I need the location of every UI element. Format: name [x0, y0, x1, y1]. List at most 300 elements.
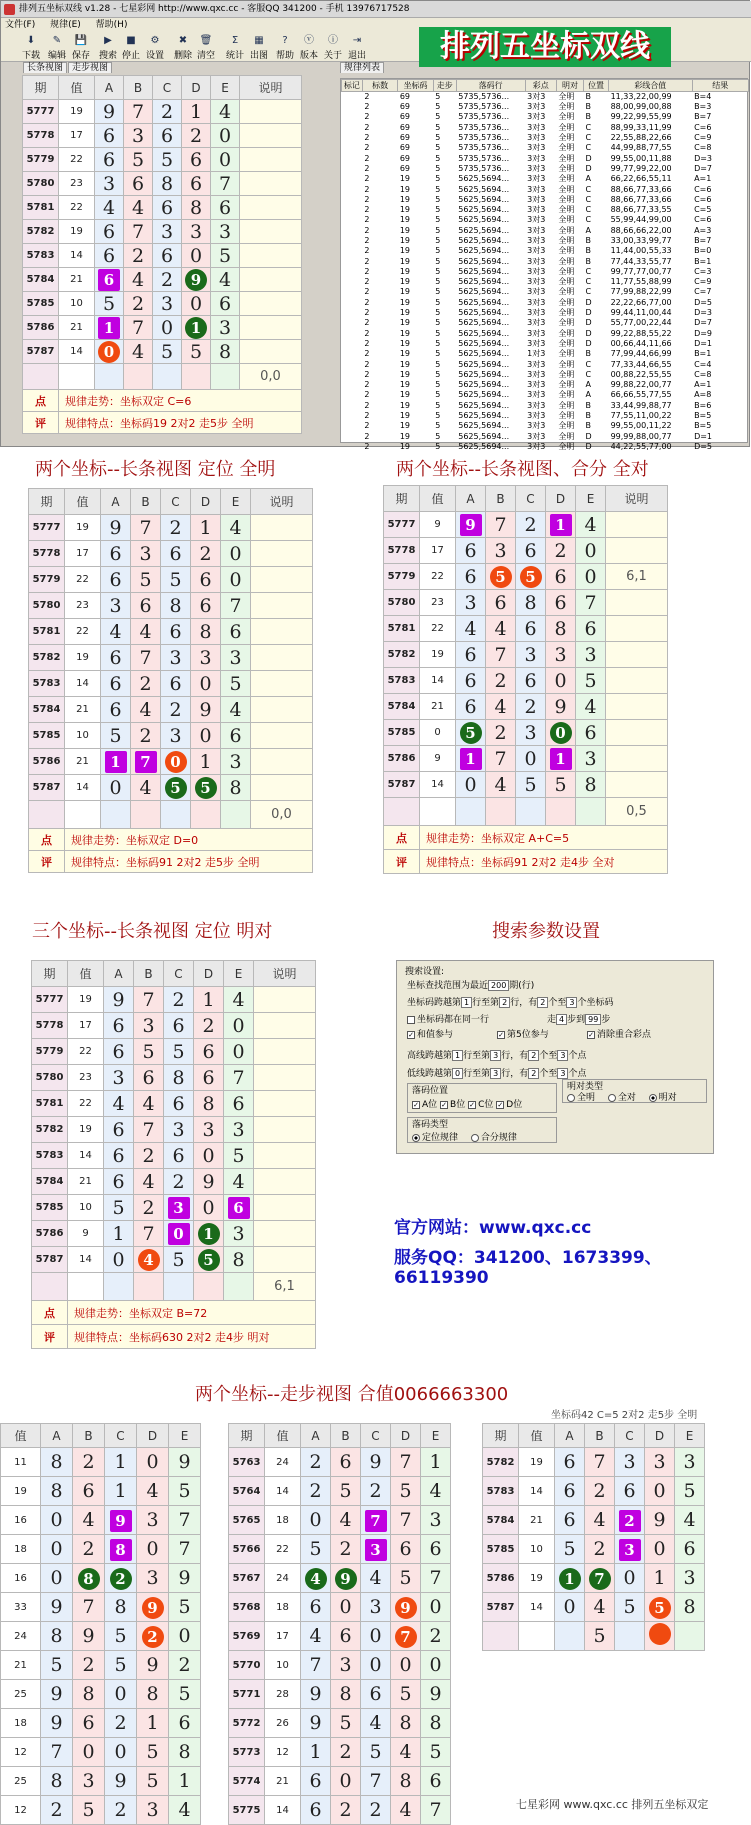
sum-cell: 24: [1, 1622, 41, 1651]
menu-help[interactable]: 帮助(H): [95, 20, 128, 30]
help-button[interactable]: [273, 34, 297, 60]
table-row[interactable]: [229, 1506, 451, 1535]
type-all-pair-radio[interactable]: [608, 1094, 616, 1102]
table-row[interactable]: [342, 143, 749, 153]
digit: 1: [98, 317, 120, 339]
table-row[interactable]: [229, 1477, 451, 1506]
fall-sum-radio[interactable]: [471, 1134, 479, 1142]
digit: 6: [172, 1092, 185, 1115]
digit: 9: [146, 1654, 159, 1676]
dedupe-checkbox[interactable]: ✓: [588, 1030, 594, 1039]
rule-cell: 2: [364, 359, 370, 369]
sum-cell: 22: [68, 1091, 104, 1117]
table-row[interactable]: [342, 308, 749, 318]
table-row[interactable]: [384, 772, 668, 798]
issue-cell: 5778: [29, 541, 65, 567]
walk-label: 走: [547, 1015, 557, 1025]
table-row[interactable]: [342, 432, 749, 442]
rule-cell: 69: [399, 112, 411, 122]
table-row[interactable]: [32, 1039, 316, 1065]
chart-button[interactable]: [247, 34, 271, 60]
digit: 6: [160, 244, 174, 267]
table-row[interactable]: [342, 349, 749, 359]
table-row[interactable]: [342, 442, 749, 452]
search-label: 搜索: [98, 51, 117, 61]
table-row[interactable]: [29, 567, 313, 593]
sum-cell: 21: [59, 316, 95, 340]
table-row[interactable]: [29, 697, 313, 723]
digit: 6: [109, 568, 122, 591]
digit: 2: [339, 1799, 352, 1821]
table-row[interactable]: [32, 1195, 316, 1221]
table-row[interactable]: [342, 153, 749, 163]
stop-button[interactable]: [119, 34, 143, 60]
table-row[interactable]: [229, 1680, 451, 1709]
table-row[interactable]: [229, 1767, 451, 1796]
digit-cell: [421, 1564, 451, 1593]
table-row[interactable]: [1, 1796, 201, 1825]
table-row[interactable]: [29, 515, 313, 541]
walk-mid-label: 步到: [567, 1015, 586, 1025]
table-row[interactable]: [342, 298, 749, 308]
digit: 5: [520, 566, 542, 588]
digit-cell: [169, 1738, 201, 1767]
span-from-input[interactable]: 1: [461, 997, 472, 1008]
digit: 8: [82, 1683, 95, 1705]
low-to-input[interactable]: 3: [490, 1068, 501, 1079]
pos-b-checkbox[interactable]: ✓: [441, 1100, 447, 1109]
download-button[interactable]: [19, 34, 43, 60]
table-row[interactable]: [29, 671, 313, 697]
high-to-input[interactable]: 3: [490, 1050, 501, 1061]
table-row[interactable]: [1, 1477, 201, 1506]
table-row[interactable]: [342, 236, 749, 246]
table-row[interactable]: [384, 694, 668, 720]
rule-cell: 99,88,22,00,77: [610, 380, 672, 390]
table-row[interactable]: [483, 1477, 705, 1506]
rule-cell: 5: [435, 246, 441, 256]
table-row[interactable]: [384, 642, 668, 668]
rule-cell: 2: [364, 133, 370, 143]
digit: 7: [494, 643, 507, 666]
menu-file[interactable]: 文件(F): [5, 20, 36, 30]
table-row[interactable]: [342, 92, 749, 103]
table-row[interactable]: [23, 124, 302, 148]
digit-cell: [576, 772, 606, 798]
digit-cell: [73, 1709, 105, 1738]
rule-col-header[interactable]: 走步: [433, 80, 456, 92]
table-row[interactable]: [32, 1169, 316, 1195]
digit: 3: [653, 1451, 666, 1473]
digit: 5: [399, 1683, 412, 1705]
digit-cell: [221, 749, 251, 775]
table-row[interactable]: [23, 148, 302, 172]
settings-button[interactable]: [143, 34, 167, 60]
table-row[interactable]: [229, 1535, 451, 1564]
table-row[interactable]: [342, 195, 749, 205]
rule-cell: [342, 123, 363, 133]
sum-checkbox[interactable]: ✓: [408, 1030, 414, 1039]
rule-col-header[interactable]: 位置: [584, 80, 609, 92]
table-row[interactable]: [342, 329, 749, 339]
fall-fixed-radio[interactable]: [412, 1134, 420, 1142]
clear-button[interactable]: [194, 34, 218, 60]
type-all-bright-radio[interactable]: [567, 1094, 575, 1102]
table-row[interactable]: [29, 775, 313, 801]
table-row[interactable]: [342, 226, 749, 236]
rule-cell: 5: [435, 163, 441, 173]
table-row[interactable]: [342, 318, 749, 328]
banner-title: 排列五坐标双线: [419, 27, 671, 67]
table-row[interactable]: [483, 1506, 705, 1535]
issue-cell: 5779: [384, 564, 420, 590]
table-row[interactable]: [1, 1535, 201, 1564]
table-row[interactable]: [483, 1448, 705, 1477]
sum-cell: 22: [265, 1535, 301, 1564]
type-bright-pair-label: 明对: [658, 1093, 677, 1103]
digit-cell: [615, 1622, 645, 1651]
table-row[interactable]: [229, 1622, 451, 1651]
digit-cell: [105, 1477, 137, 1506]
table-row[interactable]: [342, 277, 749, 287]
table-row[interactable]: [483, 1593, 705, 1622]
table-row[interactable]: [29, 645, 313, 671]
rule-col-header[interactable]: 落码行: [456, 80, 525, 92]
digit: 0: [369, 1625, 382, 1647]
table-row[interactable]: [229, 1796, 451, 1825]
search-button[interactable]: [96, 34, 120, 60]
table-row[interactable]: [1, 1448, 201, 1477]
digit: 8: [524, 591, 537, 614]
col-header: 值: [265, 1424, 301, 1448]
digit-cell: [221, 541, 251, 567]
digit: 5: [189, 340, 203, 363]
same-row-checkbox[interactable]: [407, 1016, 415, 1024]
table-row[interactable]: [32, 1221, 316, 1247]
digit: 1: [309, 1741, 322, 1763]
digit-cell: [101, 697, 131, 723]
table-row[interactable]: [29, 749, 313, 775]
version-button[interactable]: [297, 34, 321, 60]
digit: 0: [232, 1040, 245, 1063]
note-cell: [606, 694, 668, 720]
table-row[interactable]: [342, 205, 749, 215]
digit: 3: [429, 1509, 442, 1531]
rule-cell: D: [585, 153, 592, 163]
delete-button[interactable]: [171, 34, 195, 60]
table-row[interactable]: [23, 172, 302, 196]
table-row[interactable]: [384, 616, 668, 642]
sum-cell: 14: [519, 1593, 555, 1622]
type-bright-pair-radio[interactable]: [649, 1094, 657, 1102]
table-row[interactable]: [29, 593, 313, 619]
table-row[interactable]: [23, 196, 302, 220]
digit: 0: [82, 1741, 95, 1763]
menu-rules[interactable]: 规律(E): [50, 20, 81, 30]
digit: 6: [399, 1538, 412, 1560]
table-row[interactable]: [32, 1013, 316, 1039]
digit: 6: [554, 565, 567, 588]
issue-cell: 5782: [483, 1448, 519, 1477]
table-row[interactable]: [229, 1651, 451, 1680]
table-row[interactable]: [342, 390, 749, 400]
rule-cell: 19: [399, 308, 411, 318]
table-row[interactable]: [29, 619, 313, 645]
table-row[interactable]: [342, 339, 749, 349]
digit: 5: [232, 1144, 245, 1167]
rule-cell: 19: [399, 431, 411, 441]
digit-cell: [516, 642, 546, 668]
digit-cell: [161, 697, 191, 723]
digit-cell: [104, 1143, 134, 1169]
rule-cell: 2: [364, 92, 370, 101]
digit: 0: [464, 773, 477, 796]
table-row[interactable]: [23, 340, 302, 364]
table-row[interactable]: [32, 987, 316, 1013]
rule-cell: 5625,5694...: [458, 359, 510, 369]
table-row[interactable]: [342, 112, 749, 122]
range-input[interactable]: 200: [488, 980, 509, 991]
digit: 8: [189, 196, 203, 219]
digit-cell: [585, 1448, 615, 1477]
digit: 3: [160, 220, 174, 243]
digit: 6: [229, 724, 242, 747]
low-from-input[interactable]: 0: [452, 1068, 463, 1079]
pos-a-checkbox[interactable]: ✓: [413, 1100, 419, 1109]
sum-cell: 17: [59, 124, 95, 148]
chart-label: 出图: [249, 51, 268, 61]
digit: 3: [146, 1509, 159, 1531]
digit-cell: [486, 772, 516, 798]
table-row[interactable]: [32, 1065, 316, 1091]
digit-cell: [516, 720, 546, 746]
rule-col-header[interactable]: 彩线合值: [609, 80, 692, 92]
rule-cell: 全明: [558, 163, 575, 173]
exit-button[interactable]: [345, 34, 369, 60]
table-row[interactable]: [384, 668, 668, 694]
sum-cell: 21: [59, 268, 95, 292]
digit-cell: [516, 746, 546, 772]
table-row[interactable]: [342, 287, 749, 297]
app-icon: [4, 4, 15, 15]
table-row[interactable]: [1, 1622, 201, 1651]
pos-c-checkbox[interactable]: ✓: [469, 1100, 476, 1109]
span-min-input[interactable]: 2: [537, 997, 548, 1008]
tab-walk-view[interactable]: 走步视图: [68, 62, 112, 73]
table-row[interactable]: [342, 267, 749, 277]
digit-cell: [585, 1593, 615, 1622]
stats-button[interactable]: [223, 34, 247, 60]
table-row[interactable]: [384, 512, 668, 538]
low-label: 低线跨越第: [407, 1069, 453, 1079]
rule-col-header[interactable]: 明对: [556, 80, 583, 92]
table-row[interactable]: [342, 184, 749, 194]
rule-cell: 3对3: [527, 277, 546, 287]
table-row[interactable]: [32, 1091, 316, 1117]
save-button[interactable]: [69, 34, 93, 60]
table-row[interactable]: [29, 541, 313, 567]
rule-cell: 3对3: [527, 380, 546, 390]
table-row[interactable]: [32, 1117, 316, 1143]
rule-col-header[interactable]: 彩点: [525, 80, 556, 92]
table-row[interactable]: [342, 164, 749, 174]
digit: 4: [369, 1567, 382, 1589]
rule-col-header[interactable]: 标记: [342, 80, 363, 92]
rule-cell: 5625,5694...: [458, 236, 510, 245]
table-row[interactable]: [1, 1506, 201, 1535]
digit-cell: [516, 772, 546, 798]
table-row[interactable]: [229, 1709, 451, 1738]
digit: 0: [563, 1596, 576, 1618]
rule-cell: 全明: [558, 215, 575, 225]
table-row[interactable]: [342, 102, 749, 112]
table-row[interactable]: [384, 720, 668, 746]
table-row[interactable]: [229, 1593, 451, 1622]
pos-d-checkbox[interactable]: ✓: [497, 1100, 504, 1109]
issue-cell: 5777: [23, 100, 59, 124]
walk-min-input[interactable]: 4: [556, 1014, 567, 1025]
walk-max-input[interactable]: 99: [585, 1014, 601, 1025]
rule-cell: 19: [399, 256, 411, 266]
window-title: 排列五坐标双线 v1.28 - 七星彩网 http://www.qxc.cc - 客服QQ 341200 - 手机 13976717528: [19, 4, 410, 14]
fifth-checkbox[interactable]: ✓: [498, 1030, 504, 1039]
rule-cell: 5: [435, 369, 441, 379]
low-max-input[interactable]: 3: [557, 1068, 568, 1079]
table-row[interactable]: [23, 100, 302, 124]
digit-cell: [361, 1593, 391, 1622]
digit: 9: [554, 695, 567, 718]
rule-col-header[interactable]: 结果: [692, 80, 748, 92]
digit: 7: [399, 1451, 412, 1473]
sum-cell: 17: [265, 1622, 301, 1651]
rule-cell: D=1: [694, 338, 713, 348]
table-row[interactable]: [384, 590, 668, 616]
edit-button[interactable]: [45, 34, 69, 60]
table-row[interactable]: [483, 1535, 705, 1564]
digit-cell: [211, 148, 240, 172]
table-row[interactable]: [384, 746, 668, 772]
rule-col-header[interactable]: 坐标码: [398, 80, 433, 92]
note-cell: [254, 1195, 316, 1221]
digit: 4: [146, 1480, 159, 1502]
table-row[interactable]: [1, 1651, 201, 1680]
digit-cell: [456, 772, 486, 798]
digit-cell: [41, 1709, 73, 1738]
table-row[interactable]: [23, 268, 302, 292]
table-row[interactable]: [342, 133, 749, 143]
table-row[interactable]: [342, 359, 749, 369]
rule-cell: 全明: [558, 225, 575, 235]
table-row[interactable]: [23, 316, 302, 340]
table-row[interactable]: [342, 370, 749, 380]
bottom-cell: [131, 801, 161, 829]
table-row[interactable]: [1, 1564, 201, 1593]
issue-cell: 5780: [384, 590, 420, 616]
high-min-input[interactable]: 2: [528, 1050, 539, 1061]
rule-cell: 3对3: [527, 369, 546, 379]
digit-cell: [301, 1680, 331, 1709]
rule-cell: [342, 411, 363, 421]
digit: 6: [464, 669, 477, 692]
table-row[interactable]: [29, 723, 313, 749]
table-row[interactable]: [342, 421, 749, 431]
rule-cell: 全明: [558, 102, 575, 112]
table-row[interactable]: [229, 1448, 451, 1477]
rule-cell: 19: [399, 421, 411, 431]
digit: 1: [146, 1712, 159, 1734]
digit-cell: [211, 244, 240, 268]
digit-cell: [391, 1564, 421, 1593]
caption-two-coords-fixed: 两个坐标--长条视图 定位 全明: [35, 459, 276, 480]
table-row[interactable]: [342, 411, 749, 421]
digit: 7: [82, 1596, 95, 1618]
span-max-input[interactable]: 3: [566, 997, 577, 1008]
low-min-input[interactable]: 2: [528, 1068, 539, 1079]
rule-col-header[interactable]: 标数: [362, 80, 397, 92]
table-row[interactable]: [342, 401, 749, 411]
table-row[interactable]: [342, 246, 749, 256]
digit-cell: [391, 1680, 421, 1709]
digit: 6: [584, 721, 597, 744]
digit: 2: [178, 1654, 191, 1676]
table-row[interactable]: [384, 538, 668, 564]
digit-cell: [137, 1709, 169, 1738]
table-row[interactable]: [1, 1709, 201, 1738]
table-row[interactable]: [32, 1247, 316, 1273]
digit: 3: [584, 643, 597, 666]
table-row[interactable]: [342, 215, 749, 225]
digit: 5: [139, 568, 152, 591]
table-row[interactable]: [342, 123, 749, 133]
digit: 3: [199, 646, 212, 669]
table-row[interactable]: [229, 1564, 451, 1593]
table-row[interactable]: [1, 1680, 201, 1709]
sum-cell: 14: [265, 1477, 301, 1506]
table-row[interactable]: [342, 256, 749, 266]
span-to-input[interactable]: 2: [499, 997, 510, 1008]
table-row[interactable]: [342, 174, 749, 184]
table-row[interactable]: [23, 220, 302, 244]
table-row[interactable]: [1, 1767, 201, 1796]
table-row[interactable]: [32, 1143, 316, 1169]
digit-cell: [615, 1477, 645, 1506]
high-from-input[interactable]: 1: [452, 1050, 463, 1061]
about-button[interactable]: [321, 34, 345, 60]
table-row[interactable]: [342, 380, 749, 390]
digit-cell: [211, 268, 240, 292]
table-row[interactable]: [483, 1564, 705, 1593]
high-max-input[interactable]: 3: [557, 1050, 568, 1061]
table-row[interactable]: [1, 1593, 201, 1622]
sum-cell: 22: [68, 1039, 104, 1065]
note-cell: [254, 1091, 316, 1117]
digit-cell: [456, 694, 486, 720]
digit: 7: [494, 513, 507, 536]
digit: 3: [584, 747, 597, 770]
table-row[interactable]: [23, 292, 302, 316]
table-row[interactable]: [23, 244, 302, 268]
col-header: C: [153, 76, 182, 100]
table-row[interactable]: [384, 564, 668, 590]
caption-two-coords-sum: 两个坐标--长条视图、合分 全对: [396, 459, 649, 480]
tab-long-view[interactable]: 长条视图: [23, 62, 67, 73]
tab-rule-list[interactable]: 规律列表: [340, 62, 384, 73]
digit: 2: [593, 1480, 606, 1502]
table-row[interactable]: [1, 1738, 201, 1767]
table-row[interactable]: [229, 1738, 451, 1767]
digit-cell: [675, 1477, 705, 1506]
table-row[interactable]: [483, 1622, 705, 1651]
